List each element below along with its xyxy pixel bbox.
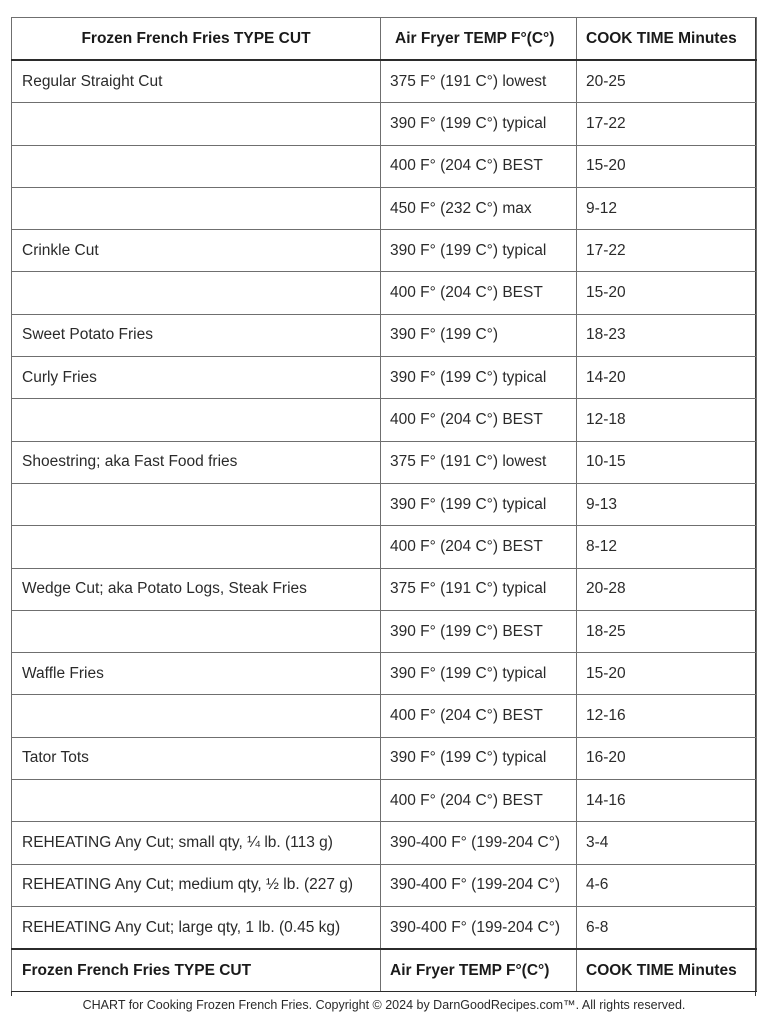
cell-type-cut: REHEATING Any Cut; large qty, 1 lb. (0.45 kg) xyxy=(12,906,381,949)
cell-cook-time: 14-20 xyxy=(577,357,757,399)
table-row xyxy=(12,187,757,229)
cell-temp: 390-400 F° (199-204 C°) xyxy=(381,822,577,864)
cell-cook-time: 16-20 xyxy=(577,737,757,779)
cell-temp: 390 F° (199 C°) BEST xyxy=(381,610,577,652)
footer-cook-time: COOK TIME Minutes xyxy=(577,949,757,992)
cell-type-cut: Wedge Cut; aka Potato Logs, Steak Fries xyxy=(12,568,381,610)
cell-temp: 450 F° (232 C°) max xyxy=(381,187,577,229)
table-row xyxy=(12,568,757,610)
cell-temp: 400 F° (204 C°) BEST xyxy=(381,695,577,737)
table-row xyxy=(12,780,757,822)
cell-temp: 390 F° (199 C°) xyxy=(381,314,577,356)
table-row xyxy=(12,653,757,695)
table-row xyxy=(12,399,757,441)
cell-temp: 390 F° (199 C°) typical xyxy=(381,737,577,779)
cell-type-cut: Shoestring; aka Fast Food fries xyxy=(12,441,381,483)
table-row xyxy=(12,357,757,399)
cell-temp: 390 F° (199 C°) typical xyxy=(381,103,577,145)
cell-cook-time: 15-20 xyxy=(577,272,757,314)
header-temp: Air Fryer TEMP F°(C°) xyxy=(381,18,577,61)
table-row xyxy=(12,864,757,906)
cell-type-cut xyxy=(12,103,381,145)
cell-cook-time: 9-12 xyxy=(577,187,757,229)
cell-cook-time: 9-13 xyxy=(577,483,757,525)
table-header-row xyxy=(12,18,757,61)
cell-type-cut: Curly Fries xyxy=(12,357,381,399)
cell-type-cut: Tator Tots xyxy=(12,737,381,779)
footer-temp: Air Fryer TEMP F°(C°) xyxy=(381,949,577,992)
table-row xyxy=(12,906,757,949)
cell-temp: 400 F° (204 C°) BEST xyxy=(381,780,577,822)
table-row xyxy=(12,272,757,314)
cell-type-cut: Regular Straight Cut xyxy=(12,60,381,103)
cell-temp: 390 F° (199 C°) typical xyxy=(381,653,577,695)
cell-type-cut xyxy=(12,695,381,737)
cell-type-cut xyxy=(12,780,381,822)
cell-cook-time: 15-20 xyxy=(577,145,757,187)
copyright-notice: CHART for Cooking Frozen French Fries. Copyright © 2024 by DarnGoodRecipes.com™. All rights reserved. xyxy=(82,998,686,1012)
cell-cook-time: 18-25 xyxy=(577,610,757,652)
cell-temp: 390 F° (199 C°) typical xyxy=(381,483,577,525)
table-footer-row xyxy=(12,949,757,992)
cell-temp: 400 F° (204 C°) BEST xyxy=(381,272,577,314)
header-cook-time: COOK TIME Minutes xyxy=(577,18,757,61)
cell-temp: 400 F° (204 C°) BEST xyxy=(381,526,577,568)
table-row xyxy=(12,695,757,737)
cell-cook-time: 3-4 xyxy=(577,822,757,864)
cell-type-cut: REHEATING Any Cut; medium qty, ½ lb. (227 g) xyxy=(12,864,381,906)
cell-temp: 390-400 F° (199-204 C°) xyxy=(381,864,577,906)
cell-type-cut: Crinkle Cut xyxy=(12,230,381,272)
cell-cook-time: 17-22 xyxy=(577,103,757,145)
cell-type-cut: Waffle Fries xyxy=(12,653,381,695)
table-row xyxy=(12,230,757,272)
table-row xyxy=(12,610,757,652)
cell-type-cut xyxy=(12,399,381,441)
cell-type-cut xyxy=(12,483,381,525)
table-row xyxy=(12,737,757,779)
footer-type-cut: Frozen French Fries TYPE CUT xyxy=(12,949,381,992)
cell-cook-time: 18-23 xyxy=(577,314,757,356)
cell-cook-time: 20-28 xyxy=(577,568,757,610)
cell-cook-time: 14-16 xyxy=(577,780,757,822)
cell-type-cut: REHEATING Any Cut; small qty, ¼ lb. (113 g) xyxy=(12,822,381,864)
cell-cook-time: 6-8 xyxy=(577,906,757,949)
cell-temp: 375 F° (191 C°) lowest xyxy=(381,441,577,483)
cell-temp: 390 F° (199 C°) typical xyxy=(381,357,577,399)
table-row xyxy=(12,103,757,145)
cell-type-cut xyxy=(12,526,381,568)
cell-cook-time: 4-6 xyxy=(577,864,757,906)
table-row xyxy=(12,60,757,103)
cell-cook-time: 8-12 xyxy=(577,526,757,568)
table-row xyxy=(12,441,757,483)
cell-cook-time: 12-16 xyxy=(577,695,757,737)
cooking-chart-table xyxy=(11,17,757,992)
cell-type-cut xyxy=(12,272,381,314)
table-row xyxy=(12,526,757,568)
cell-temp: 400 F° (204 C°) BEST xyxy=(381,145,577,187)
cell-temp: 375 F° (191 C°) typical xyxy=(381,568,577,610)
cell-type-cut xyxy=(12,187,381,229)
table-row xyxy=(12,483,757,525)
table-row xyxy=(12,314,757,356)
cell-temp: 400 F° (204 C°) BEST xyxy=(381,399,577,441)
cell-temp: 390 F° (199 C°) typical xyxy=(381,230,577,272)
table-body xyxy=(12,60,757,949)
cell-cook-time: 20-25 xyxy=(577,60,757,103)
cell-type-cut: Sweet Potato Fries xyxy=(12,314,381,356)
cell-type-cut xyxy=(12,610,381,652)
cell-cook-time: 17-22 xyxy=(577,230,757,272)
cell-cook-time: 15-20 xyxy=(577,653,757,695)
table-row xyxy=(12,145,757,187)
cell-cook-time: 12-18 xyxy=(577,399,757,441)
header-type-cut: Frozen French Fries TYPE CUT xyxy=(12,18,381,61)
cell-temp: 390-400 F° (199-204 C°) xyxy=(381,906,577,949)
cell-temp: 375 F° (191 C°) lowest xyxy=(381,60,577,103)
table-row xyxy=(12,822,757,864)
cell-type-cut xyxy=(12,145,381,187)
cell-cook-time: 10-15 xyxy=(577,441,757,483)
